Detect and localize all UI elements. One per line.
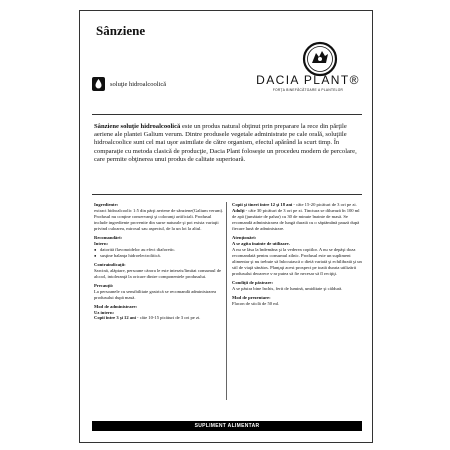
contraindications-heading: Contraindicaţii: bbox=[94, 261, 126, 267]
intro-paragraph bbox=[94, 123, 360, 164]
recommended-heading: Recomandări: bbox=[94, 234, 123, 240]
precautions-text: La persoanele cu sensibilitate gastrică se recomandă administrarea produsului după masă. bbox=[94, 288, 217, 300]
middle-divider bbox=[92, 194, 362, 195]
dosage-adults-text: - câte 30 picături de 3 ori pe zi. Tinctura se diluează în 100 ml de apă (jumătate de pahar) cu 30 de minute înainte de masă. Se recomandă administrarea de lungă durată cu o săptămână pauză după fiecare lună de administrare. bbox=[232, 207, 360, 231]
contraindications-text: Sarcină, alăptare, persoane cărora le este interzis/limitat consumul de alcool, intoleranţă la oricare dintre componentele produsului. bbox=[94, 267, 222, 279]
brand-tagline: FORŢA BINEFĂCĂTOARE A PLANTELOR bbox=[272, 88, 344, 92]
brand-name: DACIA PLANT® bbox=[256, 73, 360, 87]
column-divider bbox=[226, 202, 227, 400]
recommended-item: ● susţine balanţa hidroelectrolitică. bbox=[94, 253, 224, 259]
intro-text: este un produs natural obţinut prin preparare la rece din părţile aeriene ale plantei Galium verum. Dintre produsele vegetale administrate pe cale orală, soluţiile hidroalcoolice sunt cel mai uşor asimilate de către organism, efectul apărând la scurt timp. În comparaţie cu metoda clasică de producţie, Dacia Plant foloseşte un procedeu modern de percolare, care permite obţinerea unui produs de calitate superioară. bbox=[94, 123, 357, 163]
top-divider bbox=[92, 114, 362, 115]
administration-children-text: - câte 10-15 picături de 3 ori pe zi. bbox=[135, 315, 201, 321]
recommended-item: ● datorită flavonoidelor au efect diaforetic. bbox=[94, 247, 224, 253]
intro-lead: Sânziene soluţie hidroalcoolică bbox=[94, 123, 181, 130]
dosage-adults-label: Adulţi bbox=[232, 207, 245, 213]
warnings-heading: Atenţionări: bbox=[232, 234, 257, 240]
ingredients-heading: Ingrediente: bbox=[94, 202, 119, 207]
dosage-teens-text: - câte 15-20 picături de 3 ori pe zi. bbox=[292, 202, 357, 207]
administration-internal: Uz intern: bbox=[94, 309, 115, 315]
presentation-text: Flacon de sticlă de 50 ml. bbox=[232, 300, 280, 306]
administration-children-label: Copii între 3 şi 12 ani bbox=[94, 315, 136, 321]
dosage-adults bbox=[232, 208, 362, 232]
right-column bbox=[232, 202, 362, 307]
water-drop-icon bbox=[92, 77, 105, 91]
recommended-internal: Intern: bbox=[94, 240, 109, 246]
storage-heading: Condiţii de păstrare: bbox=[232, 279, 274, 285]
storage-text: A se păstra bine închis, ferit de lumină, umiditate şi căldură. bbox=[232, 285, 343, 291]
left-column bbox=[94, 202, 224, 321]
ingredients-text: extract hidroalcoolic 1:5 din părţi aeriene de sânziene(Galium verum). Produsul nu conţine conservanţi şi coloranţi artificiali. Produsul include ingrediente provenite din surse naturale şi pot exista variaţii privind culoarea, mirosul sau aspectul, de la un lot la altul. bbox=[94, 207, 224, 231]
product-subtitle: soluţie hidroalcoolică bbox=[110, 81, 167, 88]
precautions-heading: Precauţii: bbox=[94, 282, 114, 288]
product-leaflet bbox=[79, 10, 373, 443]
wolf-emblem-icon bbox=[302, 41, 338, 77]
food-supplement-banner: SUPLIMENT ALIMENTAR bbox=[92, 421, 362, 431]
administration-heading: Mod de administrare: bbox=[94, 303, 138, 309]
dosage-teens-label: Copii şi tineri între 12 şi 18 ani bbox=[232, 202, 293, 207]
product-title: Sânziene bbox=[96, 23, 146, 38]
presentation-heading: Mod de prezentare: bbox=[232, 294, 271, 300]
warnings-shake: A se agita înainte de utilizare. bbox=[232, 240, 290, 246]
administration-children bbox=[94, 315, 224, 321]
warnings-text: A nu se lăsa la îndemâna şi la vederea copiilor. A nu se depăşi doza recomandată pentru consumul zilnic. Produsul este un supliment alimentar şi nu trebuie să înlocuiască o dietă variată şi echilibrată şi un stil de viaţă sănătos. Planţaţi acest prospect pe toată durata utilizării produsului deoarece s-ar putea să fie necesar să îl reciţiţi. bbox=[232, 246, 362, 276]
